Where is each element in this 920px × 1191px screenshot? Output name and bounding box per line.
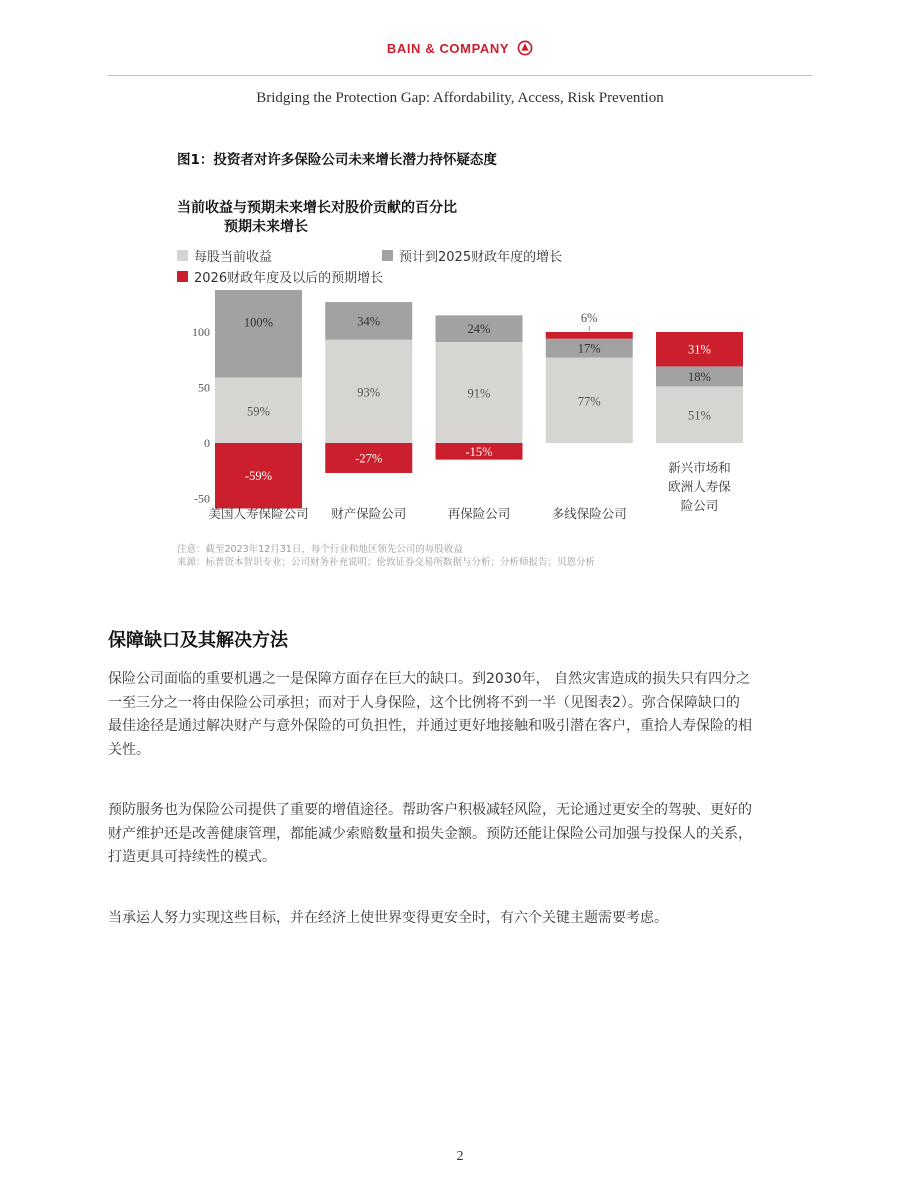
y-tick-label: 50 (198, 380, 210, 395)
data-label-eps: 91% (467, 386, 491, 401)
legend-label-growth-2025: 预计到2025财政年度的增长 (399, 250, 563, 265)
stacked-bar-chart (170, 290, 770, 530)
legend-item-growth-2026 (177, 267, 383, 286)
paragraph-1-line: 一至三分之一将由保险公司承担；而对于人身保险，这个比例将不到一半（见图表2）。弥合保障缺口的 (108, 694, 740, 711)
legend-swatch-growth-2026 (177, 271, 188, 282)
data-label-growth-2026: 6% (580, 311, 598, 325)
bar-segment-growth-2025 (215, 290, 302, 378)
header-divider (108, 75, 812, 76)
chart-note: 注意：截至2023年12月31日，每个行业和地区领先公司的每股收益 (177, 544, 463, 555)
data-label-growth-2026: 31% (688, 342, 711, 357)
paragraph-2-line: 打造更具可持续性的模式。 (108, 849, 276, 865)
legend-label-eps: 每股当前收益 (194, 250, 273, 265)
brand-header (0, 40, 920, 56)
category-label: 多线保险公司 (551, 507, 627, 521)
data-label-eps: 51% (688, 408, 711, 423)
section-heading: 保障缺口及其解决方法 (108, 630, 288, 651)
page-number: 2 (456, 1149, 464, 1164)
legend-swatch-growth-2025 (382, 250, 393, 261)
paragraph-2-line: 预防服务也为保险公司提供了重要的增值途径。帮助客户积极减轻风险，无论通过更安全的驾驶、更好的 (108, 802, 752, 818)
data-label-growth-2025: 18% (688, 369, 711, 384)
paragraph-3 (108, 907, 812, 931)
paragraph-2-line: 财产维护还是改善健康管理，都能减少索赔数量和损失金额。预防还能让保险公司加强与投保人的关系， (108, 825, 752, 842)
data-label-growth-2025: 34% (357, 314, 381, 329)
y-tick-label: 100 (192, 325, 210, 339)
category-label: 险公司 (680, 499, 719, 513)
data-label-eps: 93% (357, 385, 381, 400)
figure-title: 图1：投资者对许多保险公司未来增长潜力持怀疑态度 (177, 152, 497, 168)
data-label-growth-2025: 24% (467, 322, 491, 337)
paragraph-1-line: 关性。 (108, 741, 150, 758)
category-label: 美国人寿保险公司 (208, 507, 309, 521)
legend-item-growth-2025 (382, 246, 562, 265)
legend-label-growth-2026: 2026财政年度及以后的预期增长 (194, 271, 384, 286)
data-label-growth-2026: -27% (355, 451, 383, 466)
category-label: 财产保险公司 (331, 507, 407, 521)
data-label-growth-2026: -15% (465, 444, 493, 459)
paragraph-3-line: 当承运人努力实现这些目标，并在经济上使世界变得更安全时，有六个关键主题需要考虑。 (108, 910, 668, 926)
brand-name: BAIN & COMPANY (386, 41, 509, 56)
paragraph-2 (108, 799, 812, 870)
y-tick-label: 0 (204, 436, 210, 450)
data-label-growth-2025: 17% (577, 341, 601, 356)
data-label-growth-2025: 100% (243, 315, 274, 330)
data-label-growth-2026: -59% (244, 469, 273, 484)
running-title: Bridging the Protection Gap: Affordability, Access, Risk Prevention (256, 90, 664, 106)
paragraph-1-line: 保险公司面临的重要机遇之一是保障方面存在巨大的缺口。到2030年， 自然灾害造成的损失只有四分之 (108, 671, 751, 687)
chart-title (177, 199, 457, 237)
bar-segment-growth-2026 (546, 332, 633, 339)
bain-logo-icon (517, 40, 533, 56)
chart-title-line1: 当前收益与预期未来增长对股价贡献的百分比 (177, 200, 457, 216)
chart-title-line2: 预期未来增长 (224, 219, 308, 235)
chart-source: 来源：标普资本智识专业；公司财务补充说明；伦敦证券交易所数据与分析；分析师报告；贝恩分析 (177, 557, 596, 568)
paragraph-1 (108, 668, 812, 762)
category-label: 再保险公司 (447, 507, 511, 521)
data-label-eps: 59% (247, 404, 270, 419)
paragraph-1-line: 最佳途径是通过解决财产与意外保险的可负担性，并通过更好地接触和吸引潜在客户，重拾人寿保险的相 (108, 718, 752, 734)
category-label: 新兴市场和 (668, 461, 731, 475)
data-label-eps: 77% (577, 394, 601, 409)
y-tick-label: -50 (194, 491, 210, 506)
legend-swatch-eps (177, 250, 188, 261)
category-label: 欧洲人寿保 (668, 480, 731, 494)
legend-item-eps (177, 246, 272, 265)
